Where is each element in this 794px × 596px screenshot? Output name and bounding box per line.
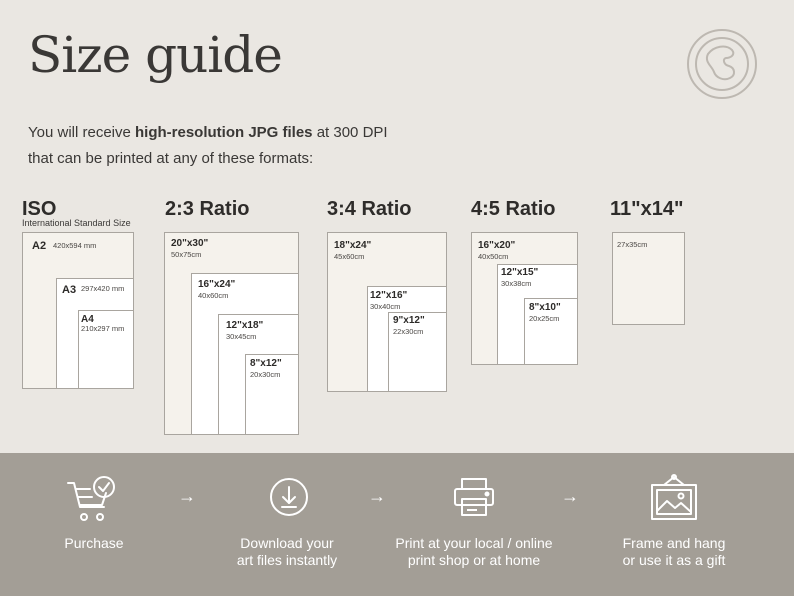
size-8x12-dims: 20x30cm xyxy=(250,370,281,379)
size-11x14-title: 11"x14" xyxy=(610,198,684,220)
footer-steps-bar xyxy=(0,453,794,596)
step-purchase: Purchase xyxy=(64,535,124,551)
size-8x12-box xyxy=(245,354,299,435)
page-title: Size guide xyxy=(28,26,282,84)
step-download-line-2: art files instantly xyxy=(236,552,338,568)
iso-subtitle: International Standard Size xyxy=(22,218,131,228)
step-frame xyxy=(589,535,759,569)
size-20x30-dims: 50x75cm xyxy=(171,250,202,259)
globe-hand-logo-icon xyxy=(686,28,758,100)
size-16x20-label: 16"x20" xyxy=(478,240,516,251)
iso-title: ISO xyxy=(22,198,57,220)
intro-line-2: that can be printed at any of these formats: xyxy=(28,150,314,167)
size-9x12-box xyxy=(388,312,447,392)
ratio-4-5-title: 4:5 Ratio xyxy=(471,198,556,220)
download-icon xyxy=(269,477,309,517)
step-frame-line-1: Frame and hang xyxy=(622,535,726,551)
size-8x10-dims: 20x25cm xyxy=(529,314,560,323)
a4-dims: 210x297 mm xyxy=(81,324,125,333)
size-18x24-label: 18"x24" xyxy=(334,240,372,251)
a3-dims: 297x420 mm xyxy=(81,284,125,293)
step-print xyxy=(389,535,559,569)
size-18x24-dims: 45x60cm xyxy=(334,252,365,261)
size-8x10-box xyxy=(524,298,578,365)
size-9x12-label: 9"x12" xyxy=(393,315,425,326)
size-12x18-label: 12"x18" xyxy=(226,320,264,331)
size-20x30-label: 20"x30" xyxy=(171,238,209,249)
size-12x18-dims: 30x45cm xyxy=(226,332,257,341)
step-print-line-2: print shop or at home xyxy=(407,552,541,568)
size-16x24-label: 16"x24" xyxy=(198,279,236,290)
step-download xyxy=(202,535,372,569)
size-8x12-label: 8"x12" xyxy=(250,358,282,369)
size-12x16-dims: 30x40cm xyxy=(370,302,401,311)
step-print-line-1: Print at your local / online xyxy=(395,535,553,551)
a3-label: A3 xyxy=(62,284,77,296)
arrow-right-icon: → xyxy=(368,486,386,506)
intro-line-1: You will receive high-resolution JPG files at 300 DPI xyxy=(28,124,388,141)
size-16x24-dims: 40x60cm xyxy=(198,291,229,300)
step-download-line-1: Download your xyxy=(240,535,334,551)
a2-label: A2 xyxy=(32,240,47,252)
ratio-2-3-title: 2:3 Ratio xyxy=(165,198,250,220)
size-12x15-label: 12"x15" xyxy=(501,267,539,278)
a2-dims: 420x594 mm xyxy=(53,241,97,250)
size-11x14-dims: 27x35cm xyxy=(617,240,648,249)
framed-picture-icon xyxy=(650,473,698,523)
printer-icon xyxy=(452,477,496,517)
size-11x14-box xyxy=(612,232,685,325)
size-16x20-dims: 40x50cm xyxy=(478,252,509,261)
arrow-right-icon: → xyxy=(178,486,196,506)
a4-label: A4 xyxy=(81,314,94,325)
arrow-right-icon: → xyxy=(561,486,579,506)
ratio-3-4-title: 3:4 Ratio xyxy=(327,198,412,220)
size-8x10-label: 8"x10" xyxy=(529,302,561,313)
size-12x16-label: 12"x16" xyxy=(370,290,408,301)
size-9x12-dims: 22x30cm xyxy=(393,327,424,336)
step-frame-line-2: or use it as a gift xyxy=(622,552,726,568)
shopping-cart-check-icon xyxy=(66,475,120,523)
size-12x15-dims: 30x38cm xyxy=(501,279,532,288)
iso-a4-box xyxy=(78,310,134,389)
